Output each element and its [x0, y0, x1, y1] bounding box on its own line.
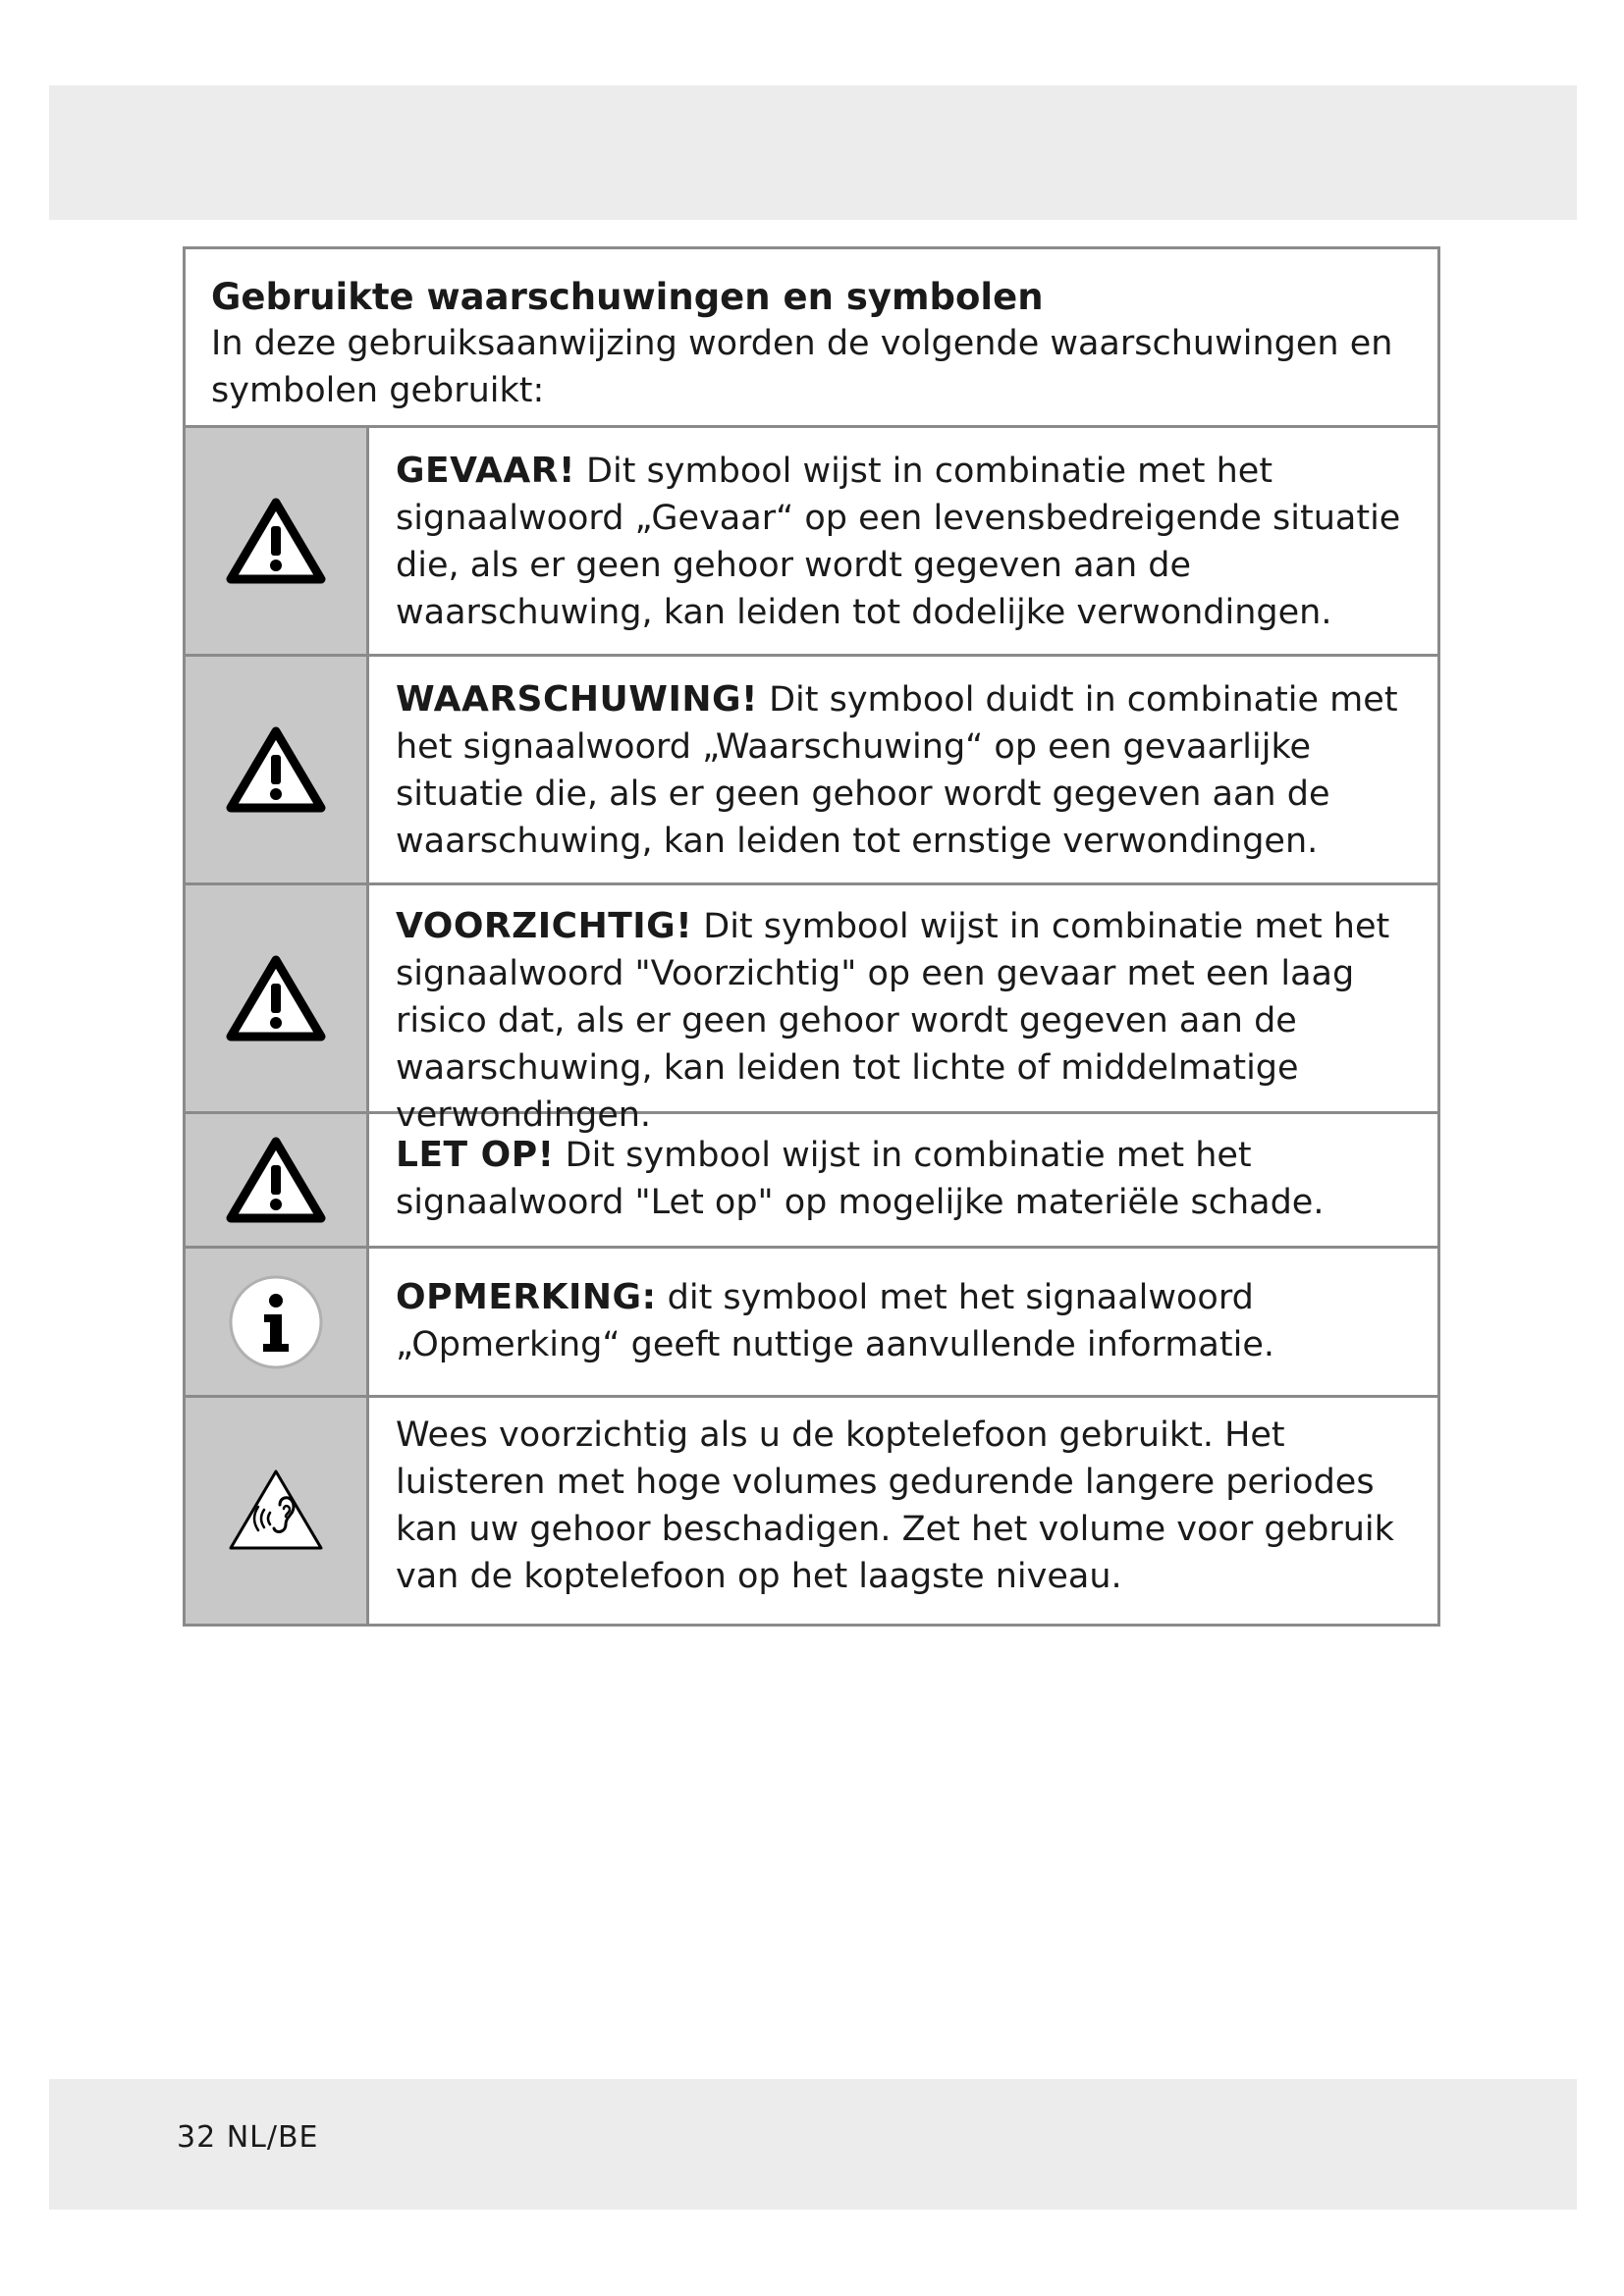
table-row — [186, 885, 1437, 1135]
row-text — [369, 1398, 1437, 1624]
row-description: Dit symbool wijst in combinatie met het signaalwoord „Gevaar“ op een levensbedreigende situatie die, als er geen gehoor wordt gegeven aan de waarschuwing, kan leiden tot dodelijke verwondingen. — [396, 452, 1401, 632]
row-text — [369, 885, 1437, 1135]
table-row — [186, 657, 1437, 885]
signal-word: WAARSCHUWING! — [396, 679, 758, 720]
table-row — [186, 428, 1437, 657]
footer-band — [49, 2079, 1577, 2210]
row-description: Dit symbool wijst in combinatie met het signaalwoord "Let op" op mogelijke materiële schade. — [396, 1136, 1325, 1222]
row-text — [369, 657, 1437, 882]
header-band — [49, 85, 1577, 220]
row-text — [369, 428, 1437, 654]
section-title: Gebruikte waarschuwingen en symbolen — [211, 276, 1044, 318]
signal-word: VOORZICHTIG! — [396, 906, 693, 946]
warning-triangle-icon — [225, 954, 327, 1042]
warning-triangle-icon — [225, 497, 327, 585]
row-description: Dit symbool wijst in combinatie met het signaalwoord "Voorzichtig" op een gevaar met een laag risico dat, als er geen gehoor wordt gegeven aan de waarschuwing, kan leiden tot lichte of middelmatige verwondingen. — [396, 907, 1390, 1135]
table-row — [186, 1398, 1437, 1624]
signal-word: GEVAAR! — [396, 451, 575, 491]
warnings-table — [183, 246, 1440, 1627]
warning-triangle-icon — [225, 725, 327, 814]
table-row — [186, 1114, 1437, 1249]
row-text — [369, 1114, 1437, 1246]
warning-triangle-icon — [225, 1136, 327, 1224]
table-header — [186, 249, 1437, 428]
row-text — [369, 1249, 1437, 1395]
row-description: dit symbool met het signaalwoord „Opmerking“ geeft nuttige aanvullende informatie. — [396, 1278, 1274, 1364]
hearing-warning-icon — [225, 1466, 327, 1556]
signal-word: OPMERKING: — [396, 1277, 657, 1317]
row-description: Wees voorzichtig als u de koptelefoon gebruikt. Het luisteren met hoge volumes gedurende langere periodes kan uw gehoor beschadigen. Zet het volume voor gebruik van de koptelefoon op het laagste niveau. — [396, 1415, 1394, 1596]
signal-word: LET OP! — [396, 1135, 555, 1175]
section-intro: In deze gebruiksaanwijzing worden de volgende waarschuwingen en symbolen gebruikt: — [211, 324, 1393, 410]
page-number: 32 NL/BE — [177, 2120, 319, 2155]
row-description: Dit symbool duidt in combinatie met het signaalwoord „Waarschuwing“ op een gevaarlijke situatie die, als er geen gehoor wordt gegeven aan de waarschuwing, kan leiden tot ernstige verwondingen. — [396, 680, 1398, 861]
info-icon — [227, 1273, 325, 1371]
table-row — [186, 1249, 1437, 1398]
